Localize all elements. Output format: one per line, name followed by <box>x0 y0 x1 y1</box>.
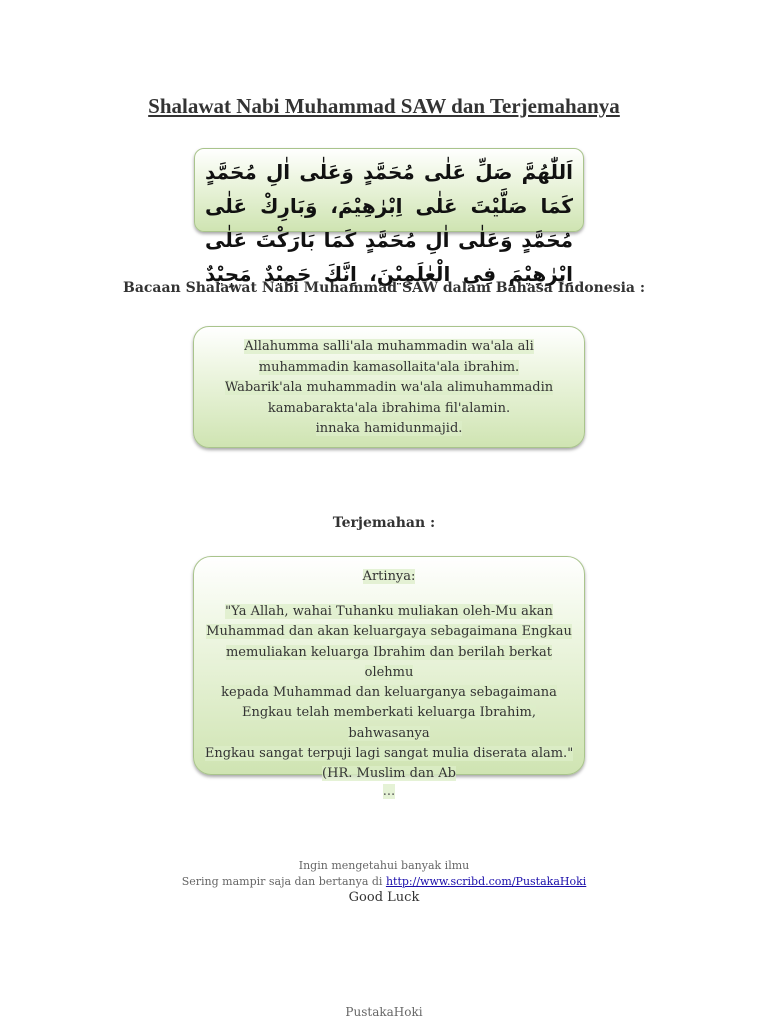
translation-line: kepada Muhammad dan keluarganya sebagaimana <box>221 685 557 701</box>
translation-line: Engkau sangat terpuji lagi sangat mulia diserata alam." <box>204 746 574 762</box>
latin-line: kamabarakta'ala ibrahima fil'alamin. <box>267 400 511 416</box>
footer-line-2-prefix: Sering mampir saja dan bertanya di <box>181 875 386 888</box>
subheading-bacaan: Bacaan Shalawat Nabi Muhammad SAW dalam Bahasa Indonesia : <box>122 280 646 296</box>
document-title <box>0 94 768 119</box>
translation-box <box>193 556 585 799</box>
latin-line: Allahumma salli'ala muhammadin wa'ala ali <box>244 339 534 354</box>
terjemahan-heading: Terjemahan : <box>332 515 436 531</box>
latin-lines <box>194 337 584 440</box>
translation-line: Engkau telah memberkati keluarga Ibrahim, bahwasanya <box>241 705 537 741</box>
latin-line: innaka hamidunmajid. <box>315 421 463 436</box>
translation-lines <box>202 602 576 799</box>
page-footer-label: PustakaHoki <box>345 1005 423 1019</box>
latin-line: Wabarik'ala muhammadin wa'ala alimuhammadin <box>224 380 554 395</box>
latin-line: muhammadin kamasollaita'ala ibrahim. <box>258 359 520 375</box>
document-title-text: Shalawat Nabi Muhammad SAW dan Terjemahanya <box>148 94 620 118</box>
translation-line: "Ya Allah, wahai Tuhanku muliakan oleh-Mu akan <box>225 604 553 619</box>
arabic-text <box>205 155 573 291</box>
footer-line-2 <box>0 875 768 888</box>
arabic-line-2: مُحَمَّدٍ وَعَلٰى اٰلِ مُحَمَّدٍ كَمَا بَارَكْتَ عَلٰى اِبْرٰهِيْمَ فِى الْعٰلَمِيْنَ، اِنَّكَ حَمِيْدٌ مَجِيْدٌ <box>205 228 573 286</box>
arabic-line-1: اَللّٰهُمَّ صَلِّ عَلٰى مُحَمَّدٍ وَعَلٰى اٰلِ مُحَمَّدٍ كَمَا صَلَّيْتَ عَلٰى اِبْرٰهِيْمَ، وَبَارِكْ عَلٰى <box>205 160 573 218</box>
latin-text-box <box>193 326 585 448</box>
footer-line-1: Ingin mengetahui banyak ilmu <box>298 859 470 872</box>
translation-line: memuliakan keluarga Ibrahim dan berilah berkat olehmu <box>225 644 553 680</box>
arabic-text-box <box>194 148 584 286</box>
translation-line: (HR. Muslim dan Ab <box>322 766 456 782</box>
good-luck-text: Good Luck <box>348 890 420 905</box>
translation-head: Artinya: <box>362 569 416 584</box>
translation-trailing: ... <box>382 783 396 799</box>
translation-line: Muhammad dan akan keluargaya sebagaimana Engkau <box>206 624 572 640</box>
scribd-link[interactable]: http://www.scribd.com/PustakaHoki <box>385 875 587 888</box>
